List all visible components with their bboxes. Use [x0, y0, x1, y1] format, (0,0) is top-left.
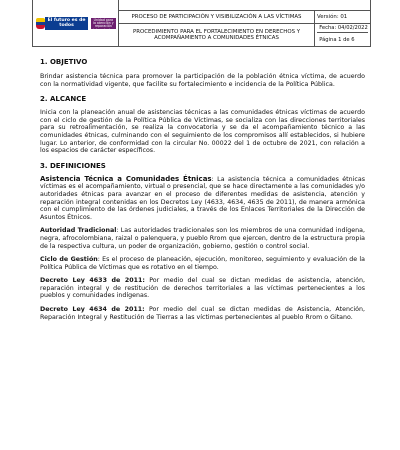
alcance-text: Inicia con la planeación anual de asistencias técnicas a las comunidades étnicas víctimas de acuerdo con el ciclo de gestión de la Política Pública de Víctimas, se socializa con las direcciones territoriales para su retroalimentación, se realiza la convocatoria y se da el acompañamiento técnico a las comunidades étnicas, culminando con el seguimiento de los compromisos allí establecidos, si hubiere lugar. Lo anterior, de conformidad con la circular No. 00022 del 1 de octubre de 2021, con relación a los espacios de carácter específicos.	[40, 109, 365, 155]
objetivo-text: Brindar asistencia técnica para promover la participación de la población étnica víctima, de acuerdo con la normatividad vigente, que facilite su fortalecimiento e incidencia de la Política Pública.	[40, 73, 365, 88]
section-heading-alcance: 2. ALCANCE	[40, 95, 87, 104]
definition-term: Autoridad Tradicional	[40, 227, 117, 235]
definition-term: Decreto Ley 4633 de 2011:	[40, 277, 145, 285]
coat-of-arms-icon	[36, 18, 42, 29]
section-heading-definiciones: 3. DEFINICIONES	[40, 161, 106, 170]
definition-text: Por medio del cual se dictan medidas de Asistencia, Atención, Reparación Integral y Restitución de Tierras a las víctimas pertenecientes al pueblo Rrom o Gitano.	[40, 306, 365, 321]
definition-item	[40, 277, 365, 300]
process-title: PROCESO DE PARTICIPACIÓN Y VISIBILIZACIÓN A LAS VÍCTIMAS	[119, 10, 315, 23]
date-label: Fecha: 04/02/2022	[319, 25, 368, 32]
definition-item	[40, 306, 365, 321]
definition-term: Decreto Ley 4634 de 2011:	[40, 306, 145, 314]
version-label: Versión: 01	[315, 10, 371, 23]
unit-logo: Unidad para la atención y reparación integral a las víctimas	[91, 18, 116, 29]
definition-term: Asistencia Técnica a Comunidades Étnicas	[40, 174, 212, 183]
definition-text: : Es el proceso de planeación, ejecución, monitoreo, seguimiento y evaluación de la Política Pública de Víctimas que es rotativo en el tiempo.	[40, 256, 365, 271]
page-number: Página 1 de 6	[319, 36, 355, 43]
definition-term: Ciclo de Gestión	[40, 256, 98, 264]
definition-item	[40, 256, 365, 271]
definition-item	[40, 227, 365, 250]
logo-area	[33, 0, 119, 46]
definition-text: : Las autoridades tradicionales son los miembros de una comunidad indígena, negra, afrocolombiana, raizal o palenquera, y pueblo Rrom que ejercen, dentro de la estructura propia de la respectiva cultura, un poder de organización, gobierno, gestión o control social.	[40, 227, 365, 250]
definition-text: : La asistencia técnica a comunidades étnicas víctimas es el acompañamiento, virtual o presencial, que se hace directamente a las comunidades y/o autoridades étnicas para avanzar en el proceso de diferentes medidas de asistencia, atención y reparación integral contenidas en los Decretos Ley (4633, 4634, 4635 de 2011), de manera armónica con el cumplimiento de las órdenes judiciales, a través de los Enlaces Territoriales de la Dirección de Asuntos Étnicos.	[40, 175, 365, 221]
header-top-blank	[119, 0, 371, 10]
definition-item	[40, 176, 365, 222]
date-page-cell	[315, 23, 371, 46]
document-header	[32, 0, 371, 47]
section-heading-objetivo: 1. OBJETIVO	[40, 58, 88, 66]
government-logo: El futuro es de todos	[45, 17, 87, 30]
procedure-title: PROCEDIMIENTO PARA EL FORTALECIMIENTO EN DERECHOS Y ACOMPAÑAMIENTO A COMUNIDADES ÉTNICAS	[119, 23, 315, 46]
document-body	[40, 52, 365, 321]
definition-text: Por medio del cual se dictan medidas de asistencia, atención, reparación integral y de restitución de derechos territoriales a las víctimas pertenecientes a los pueblos y comunidades indígenas.	[40, 277, 365, 300]
